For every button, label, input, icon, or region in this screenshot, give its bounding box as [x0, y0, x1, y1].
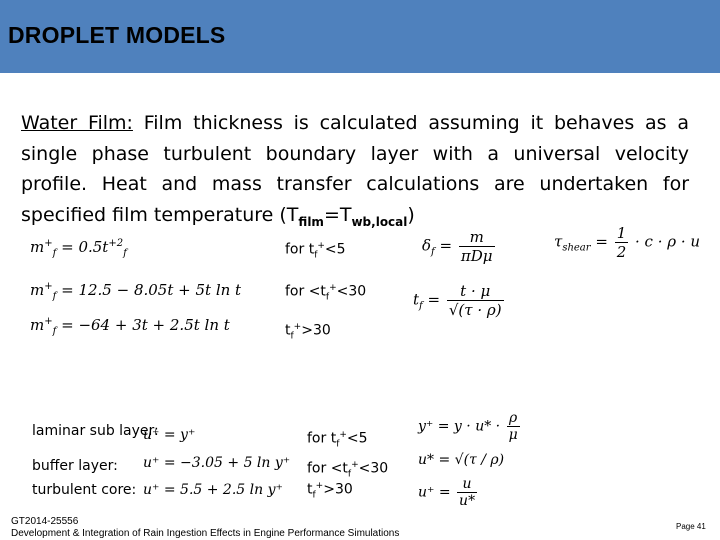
film-condition-3: $t_f^+>30$: [285, 322, 331, 342]
u-star-eq: u* = √(τ / ρ): [418, 452, 505, 468]
film-condition-1: for $t_f^+<5$: [285, 241, 346, 261]
subscript-film: film: [298, 214, 324, 229]
subscript-wb-local: wb,local: [351, 214, 408, 229]
close-paren: ): [407, 203, 415, 226]
film-condition-2: for $<t_f^+<30$: [285, 283, 367, 303]
page-number: Page 41: [676, 522, 706, 531]
film-temperature-eq: $t_f$ = $\frac{t \cdot \mu}{√(\tau \cdot \rho)}$: [413, 282, 502, 319]
layer-condition-3: $t_f^+>30$: [307, 481, 353, 501]
u-plus-eq: u⁺ = $\frac{u}{u*}$: [418, 476, 476, 509]
film-thickness-eq: $\delta_f$ = $\frac{m}{\text{πDμ}}$: [422, 228, 493, 265]
footer-paper-id: GT2014-25556: [11, 516, 79, 527]
turbulent-eq: u⁺ = 5.5 + 2.5 ln y⁺: [143, 482, 283, 498]
layer-condition-2: for $<t_f^+<30$: [307, 460, 389, 480]
footer-paper-title: Development & Integration of Rain Ingestion Effects in Engine Performance Simulations: [11, 528, 400, 539]
slide-header: [0, 0, 720, 73]
film-eq-1: $m^+_f = 0.5t^{+2}_f$: [30, 238, 127, 259]
turbulent-core-label: turbulent core:: [32, 482, 137, 498]
film-eq-3: $m^+_f = -64 + 3t + 2.5t$ ln t: [30, 316, 230, 337]
buffer-layer-label: buffer layer:: [32, 458, 118, 474]
laminar-sub-layer-label: laminar sub layer:: [32, 423, 159, 439]
laminar-eq: u⁺ = y⁺: [143, 427, 196, 443]
equals-t: =T: [323, 203, 352, 226]
y-plus-eq: y⁺ = y · u* · $\frac{\rho}{\mu}$: [418, 410, 518, 443]
shear-stress-eq: $\tau_{shear}$ = $\frac{1}{2}$ · c · ρ · u: [554, 224, 701, 261]
water-film-term: Water Film:: [21, 112, 133, 134]
buffer-eq: u⁺ = −3.05 + 5 ln y⁺: [143, 455, 291, 471]
layer-condition-1: for $t_f^+<5$: [307, 430, 368, 450]
film-eq-2: $m^+_f = 12.5 - 8.05t + 5t$ ln t: [30, 281, 242, 302]
water-film-description: Film thickness is calculated assuming it behaves as a single phase turbulent boundary layer with a universal velocity profile. Heat and mass transfer calculations are undertaken for specified film temperature (T: [21, 112, 689, 226]
footer-reference: [11, 516, 399, 540]
slide-title: DROPLET MODELS: [8, 22, 226, 48]
water-film-paragraph: [21, 108, 689, 237]
